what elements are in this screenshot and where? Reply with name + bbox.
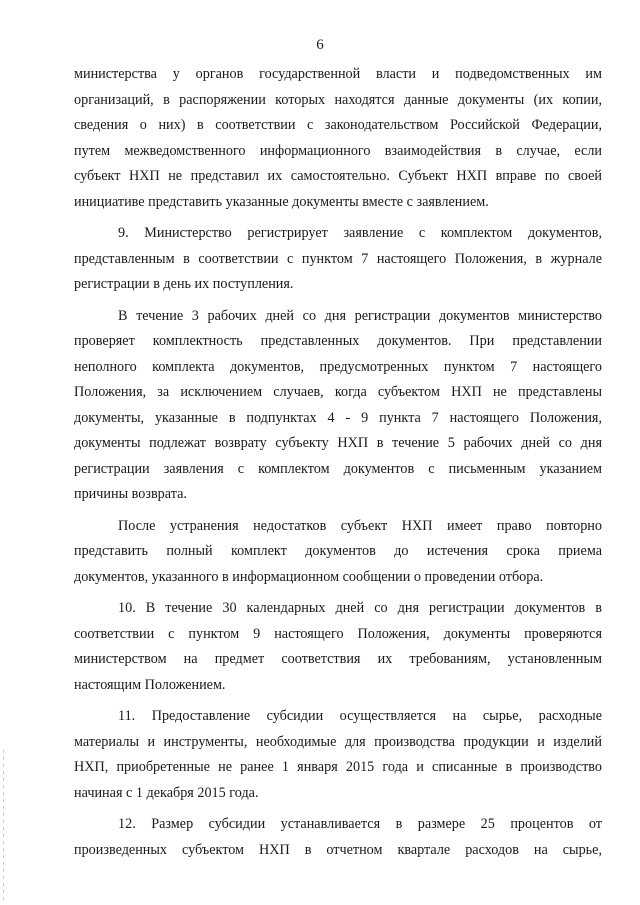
text-line: произведенных субъектом НХП в отчетном квартале расходов на сырье, bbox=[74, 841, 602, 858]
paragraph-continuation bbox=[74, 62, 602, 215]
text-line: документы подлежат возврату субъекту НХП в течение 5 рабочих дней со дня bbox=[74, 435, 602, 451]
text-line: соответствии с пунктом 9 настоящего Положения, документы проверяются bbox=[74, 625, 602, 642]
text-line: регистрации в день их поступления. bbox=[74, 276, 294, 292]
text-line: инициативе представить указанные документы вместе с заявлением. bbox=[74, 193, 489, 210]
paragraph-item-10 bbox=[74, 596, 602, 698]
text-line: представленным в соответствии с пунктом 7 настоящего Положения, в журнале bbox=[74, 250, 602, 267]
paragraph-item-11 bbox=[74, 704, 602, 806]
text-line: После устранения недостатков субъект НХП имеет право повторно bbox=[118, 517, 602, 534]
text-line: материалы и инструменты, необходимые для производства продукции и изделий bbox=[74, 733, 602, 750]
scan-edge-mark bbox=[3, 750, 4, 900]
text-line: министерством на предмет соответствия их требованиям, установленным bbox=[74, 651, 602, 667]
text-line: представить полный комплект документов до истечения срока приема bbox=[74, 543, 602, 559]
text-line: начиная с 1 декабря 2015 года. bbox=[74, 784, 259, 801]
text-line: НХП, приобретенные не ранее 1 января 2015 года и списанные в производство bbox=[74, 759, 602, 775]
paragraph-item-12 bbox=[74, 812, 602, 863]
text-line: настоящим Положением. bbox=[74, 676, 226, 693]
text-line: В течение 3 рабочих дней со дня регистрации документов министерство bbox=[118, 307, 602, 324]
text-line: сведения о них) в соответствии с законодательством Российской Федерации, bbox=[74, 117, 602, 133]
document-body bbox=[74, 62, 602, 863]
text-line: субъект НХП не представил их самостоятельно. Субъект НХП вправе по своей bbox=[74, 168, 602, 184]
text-line: Положения, за исключением случаев, когда субъектом НХП не представлены bbox=[74, 384, 602, 400]
page-number: 6 bbox=[316, 37, 324, 53]
paragraph-item-9 bbox=[74, 221, 602, 298]
text-line: документы, указанные в подпунктах 4 - 9 пункта 7 настоящего Положения, bbox=[74, 409, 602, 426]
text-line: 10. В течение 30 календарных дней со дня регистрации документов в bbox=[118, 600, 602, 616]
text-line: документов, указанного в информационном сообщении о проведении отбора. bbox=[74, 568, 544, 585]
text-line: министерства у органов государственной власти и подведомственных им bbox=[74, 66, 602, 82]
text-line: 11. Предоставление субсидии осуществляется на сырье, расходные bbox=[118, 708, 602, 724]
text-line: регистрации заявления с комплектом документов с письменным указанием bbox=[74, 460, 602, 477]
text-line: причины возврата. bbox=[74, 486, 187, 502]
paragraph-resubmission bbox=[74, 514, 602, 591]
text-line: 12. Размер субсидии устанавливается в размере 25 процентов от bbox=[118, 816, 602, 832]
text-line: неполного комплекта документов, предусмотренных пунктом 7 настоящего bbox=[74, 358, 602, 375]
text-line: организаций, в распоряжении которых находятся данные документы (их копии, bbox=[74, 91, 602, 108]
text-line: 9. Министерство регистрирует заявление с комплектом документов, bbox=[118, 225, 602, 241]
paragraph-completeness-check bbox=[74, 304, 602, 508]
text-line: проверяет комплектность представленных документов. При представлении bbox=[74, 333, 602, 349]
text-line: путем межведомственного информационного взаимодействия в случае, если bbox=[74, 142, 602, 159]
